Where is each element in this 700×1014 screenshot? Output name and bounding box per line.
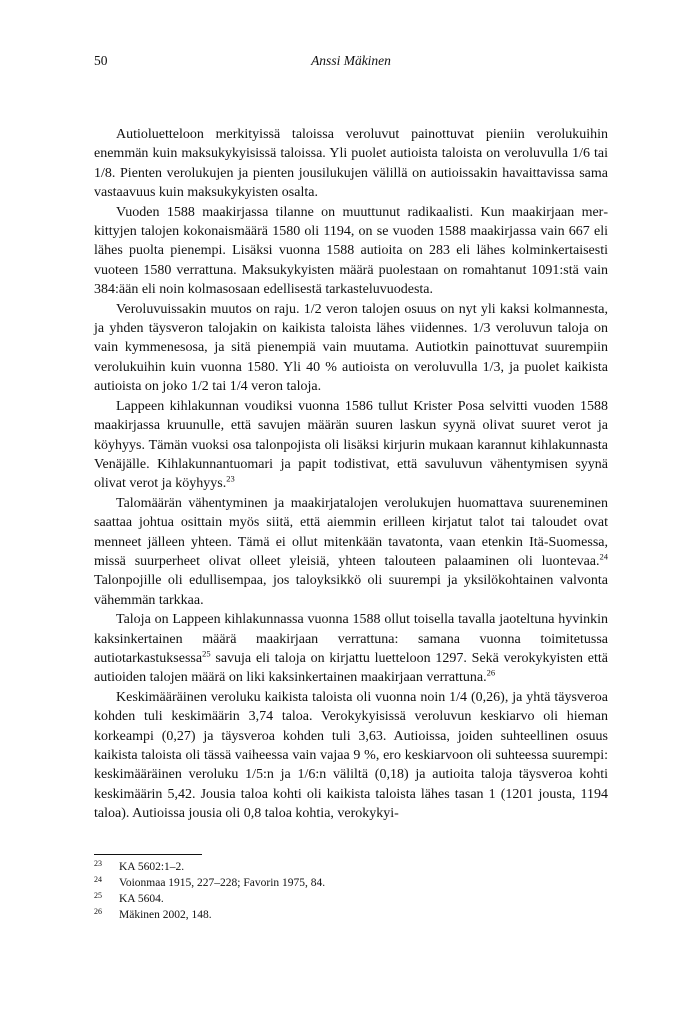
paragraph-2: Vuoden 1588 maakirjassa tilanne on muuttunut radikaalisti. Kun maakirjaan merkittyjen talojen kokonaismäärä 1580 oli 1194, on se vuoden 1588 maakirjassa vain 667 eli lähes puolta pienempi. Lisäksi vuonna 1588 autioita on 283 eli lähes kolminkertaisesti vuoteen 1580 verrattuna. Maksukykyisten määrä puolestaan on romahtanut 1091:stä vain 384:ään eli noin kolmasosaan edellisestä tarkasteluvuodesta. (94, 204, 608, 298)
footnote-25 (94, 891, 608, 907)
page-header (94, 53, 608, 73)
paragraph-5: Talomäärän vähentyminen ja maakirjatalojen verolukujen huomattava suureneminen saattaa johtua osittain myös siitä, että aiemmin erilleen kirjatut talot tai taloudet ovat menneet jälleen yhteen. Tämä ei ollut mitenkään tavatonta, vaan etenkin Itä-Suomessa, missä suurperheet olivat olleet yleisiä, yhteen talouteen palaaminen oli luontevaa.$^{24}$ Talonpojille oli edullisempaa, jos taloyksikkö oli suurempi ja yksilökohtainen valvonta vähemmän tarkkaa. (94, 495, 608, 608)
page (94, 0, 608, 1014)
footnote-text: Mäkinen 2002, 148. (119, 909, 212, 921)
body-text (94, 125, 608, 824)
footnote-text: KA 5602:1–2. (119, 861, 185, 873)
page-number: 50 (94, 53, 108, 68)
footnote-ref-26: 26 (486, 667, 496, 678)
running-head: Anssi Mäkinen (311, 53, 391, 68)
footnotes (94, 859, 608, 923)
footnote-number: 24 (94, 875, 102, 884)
footnote-ref-23: 23 (226, 473, 235, 484)
footnote-number: 23 (94, 859, 102, 868)
footnote-number: 25 (94, 891, 102, 900)
paragraph-6: Taloja on Lappeen kihlakunnassa vuonna 1588 ollut toisella tavalla jaoteltuna hyvinkin kaksinkertainen määrä maakirjaan verrattuna: samana vuonna toimitetussa autiotarkastuksessa$^{25}$ savuja eli taloja on kirjattu luetteloon 1297. Sekä verokykyisten että autioiden talojen määrä on liki kaksinkertainen maakirjaan verrattuna.$^{26}$ (94, 612, 608, 686)
footnote-text: Voionmaa 1915, 227–228; Favorin 1975, 84. (119, 877, 326, 889)
footnote-number: 26 (94, 907, 102, 916)
footnote-24 (94, 875, 608, 891)
footnote-text: KA 5604. (119, 893, 164, 905)
footnote-divider (94, 854, 202, 855)
paragraph-1: Autioluetteloon merkityissä taloissa veroluvut painottuvat pieniin verolukuihin enemmän kuin maksukykyisissä taloissa. Yli puolet autioista taloista on veroluvulla 1/6 tai 1/8. Pienten verolukujen ja pienten jousilukujen välillä on autioissakin havaittavissa sama vastaavuus kuin maksukykyisten osalta. (94, 127, 608, 201)
paragraph-4: Lappeen kihlakunnan voudiksi vuonna 1586 tullut Krister Posa selvitti vuoden 1588 maakirjassa kruunulle, että savujen määrän suuren laskun syynä olivat suuret verot ja köyhyys. Tämän vuoksi osa talonpojista oli lisäksi kirjurin mukaan karannut kihlakunnasta Venäjälle. Kihlakunnantuomari ja papit todistivat, että savuluvun vähentymisen syynä olivat verot ja köyhyys.$^{23}$ (94, 398, 608, 492)
footnote-26 (94, 907, 608, 923)
footnote-ref-25: 25 (202, 648, 211, 659)
paragraph-7: Keskimääräinen veroluku kaikista taloista oli vuonna noin 1/4 (0,26), ja yhtä täysveroa kohden tuli keskimäärin 3,74 taloa. Verokykyisissä veroluvun keskiarvo oli hieman korkeampi (0,27) ja täysveroa kohden tuli 3,63. Autioissa, joiden suhteellinen osuus kaikista taloista oli tässä vaiheessa vain vajaa 9 %, ero keskiarvoon oli suhteessa suurempi: keskimääräinen veroluku 1/5:n ja 1/6:n väliltä (0,18) ja autioita taloja täysveroa kohti keskimäärin 5,42. Jousia taloa kohti oli kaikista taloista lähes tasan 1 (1201 jousta, 1194 taloa). Autioissa jousia oli 0,8 taloa kohtia, verokykyi- (94, 689, 608, 822)
footnote-23 (94, 859, 608, 875)
footnote-ref-24: 24 (599, 551, 608, 562)
paragraph-3: Veroluvuissakin muutos on raju. 1/2 veron talojen osuus on nyt yli kaksi kolmannesta, ja yhden täysveron talojakin on kaikista taloista lähes viidennes. 1/3 veroluvun taloja on vain kymmenesosa, ja sitä pienempiä vain muutama. Autiotkin painottuvat suurempiin verolukuihin kuin vuonna 1580. Yli 40 % autioista on veroluvulla 1/3, ja puolet kaikista autioista on joko 1/2 tai 1/4 veron taloja. (94, 301, 608, 395)
